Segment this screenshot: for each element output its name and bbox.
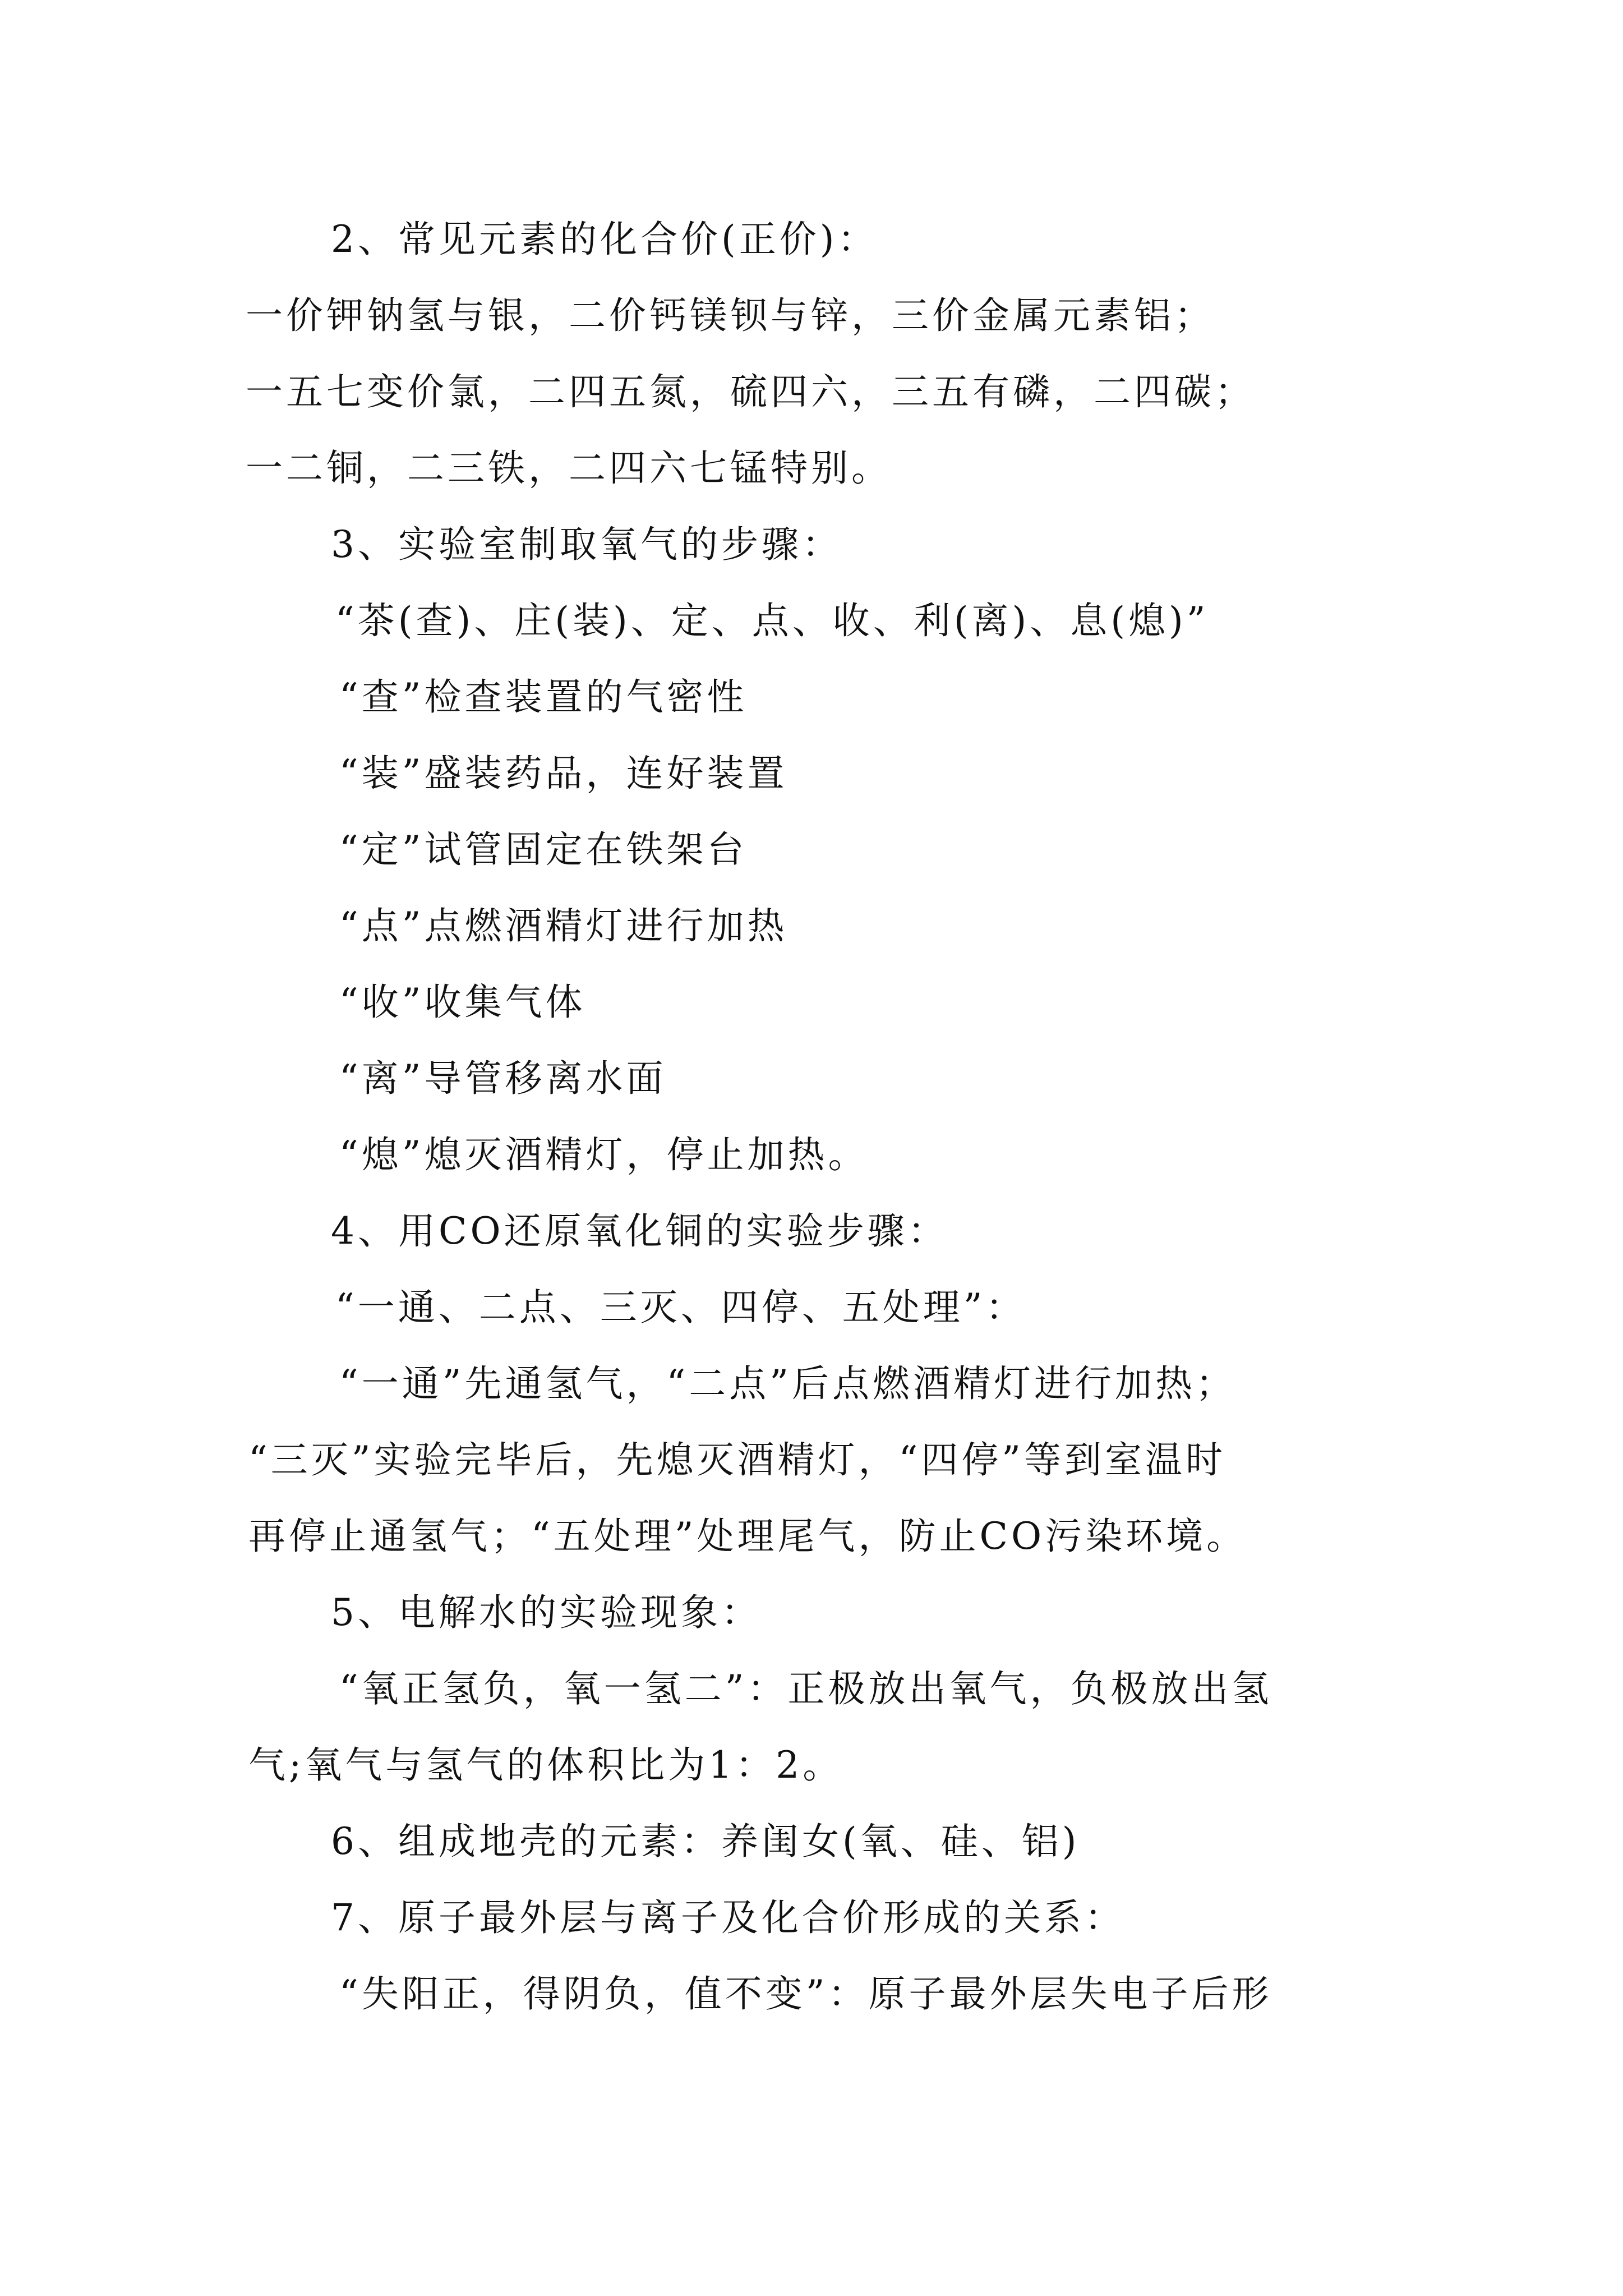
text-line: “一通、二点、三灭、四停、五处理”： <box>335 1286 1026 1329</box>
text-line: 再停止通氢气；“五处理”处理尾气，防止CO污染环境。 <box>248 1515 1247 1558</box>
text-line: “茶(查)、庄(装)、定、点、收、利(离)、息(熄)” <box>335 599 1209 642</box>
text-line: 气;氧气与氢气的体积比为1：2。 <box>248 1743 843 1787</box>
section-4-heading: 4、用CO还原氧化铜的实验步骤： <box>331 1209 948 1253</box>
section-5-heading: 5、电解水的实验现象： <box>331 1591 762 1634</box>
text-line: “收”收集气体 <box>339 981 586 1024</box>
section-3-heading: 3、实验室制取氧气的步骤： <box>331 523 842 566</box>
text-line: “查”检查装置的气密性 <box>339 675 748 719</box>
text-line: 一价钾钠氢与银，二价钙镁钡与锌，三价金属元素铝； <box>246 294 1215 337</box>
text-line: “失阳正，得阴负，值不变”：原子最外层失电子后形 <box>339 1972 1272 2016</box>
text-line: 一五七变价氯，二四五氮，硫四六，三五有磷，二四碳； <box>246 370 1255 413</box>
text-line: “三灭”实验完毕后，先熄灭酒精灯，“四停”等到室温时 <box>248 1438 1226 1481</box>
text-line: 一二铜，二三铁，二四六七锰特别。 <box>246 447 892 490</box>
text-line: “定”试管固定在铁架台 <box>339 828 748 871</box>
section-2-heading: 2、常见元素的化合价(正价)： <box>331 218 878 261</box>
text-line: “离”导管移离水面 <box>339 1057 667 1100</box>
text-line: “熄”熄灭酒精灯，停止加热。 <box>339 1133 869 1176</box>
section-6-heading: 6、组成地壳的元素：养闺女(氧、硅、铝) <box>331 1820 1080 1863</box>
text-line: “一通”先通氢气，“二点”后点燃酒精灯进行加热； <box>339 1362 1236 1405</box>
text-line: “装”盛装药品，连好装置 <box>339 752 788 795</box>
text-line: “点”点燃酒精灯进行加热 <box>339 904 788 947</box>
section-7-heading: 7、原子最外层与离子及化合价形成的关系： <box>331 1896 1125 1939</box>
text-line: “氧正氢负，氧一氢二”：正极放出氧气，负极放出氢 <box>339 1667 1272 1710</box>
